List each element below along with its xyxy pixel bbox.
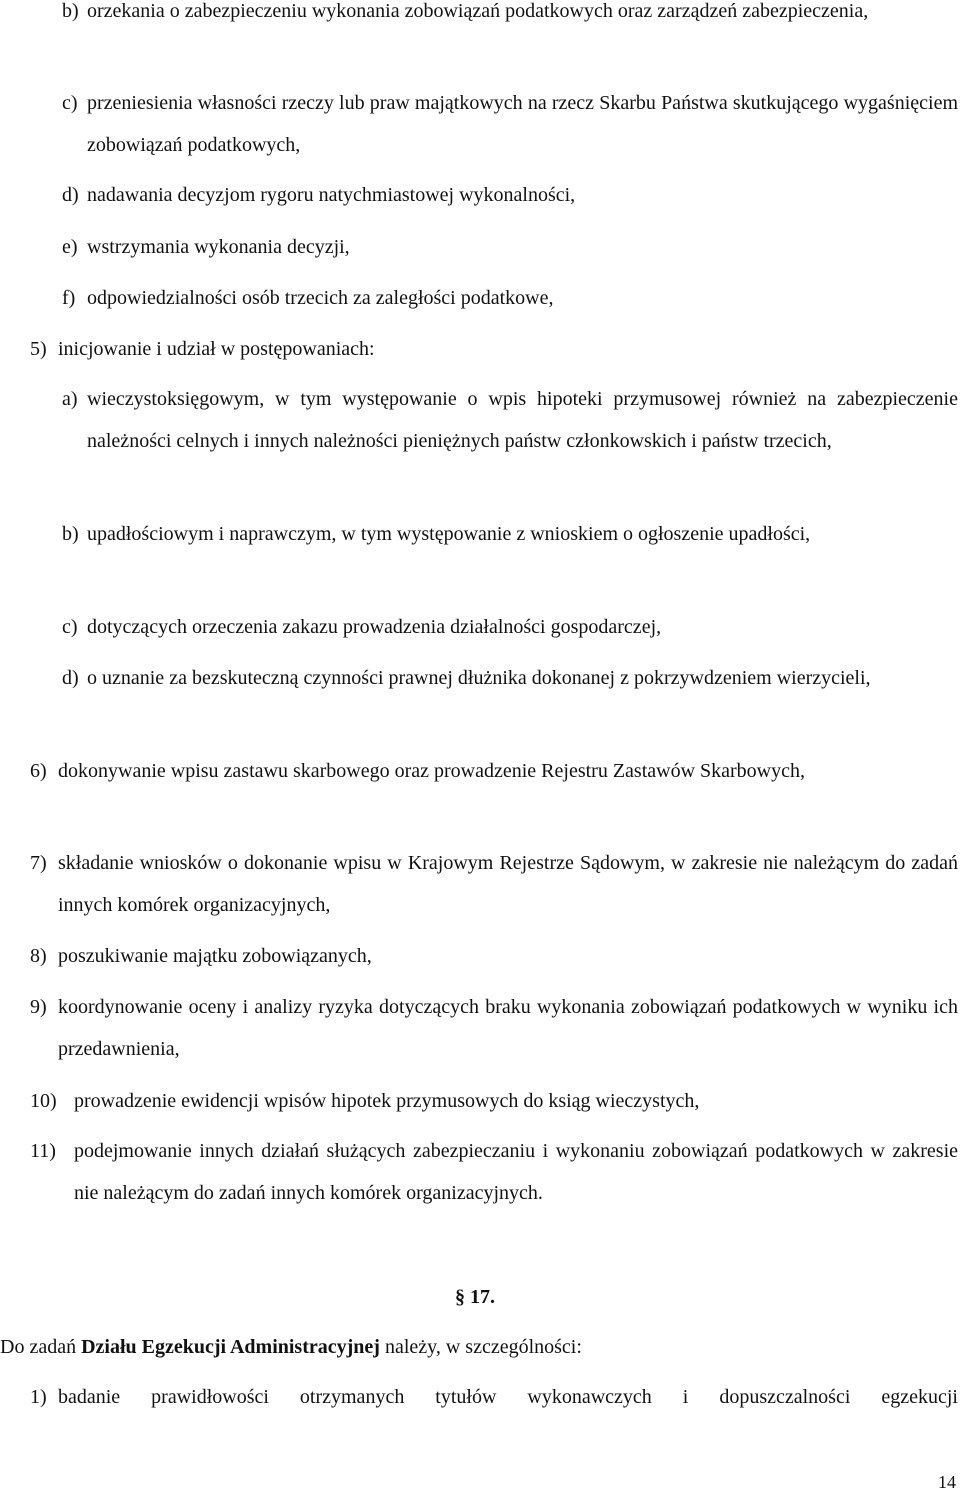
section-symbol: § [455,1286,465,1308]
list-item-9-koordynowanie [30,986,958,1070]
item-text: odpowiedzialności osób trzecich za zaległości podatkowe, [87,287,554,309]
item-text: dotyczących orzeczenia zakazu prowadzenia działalności gospodarczej, [87,616,662,638]
item-text: badanie prawidłowości otrzymanych tytułów wykonawczych i dopuszczalności egzekucji [58,1386,958,1408]
item-text: składanie wniosków o dokonanie wpisu w Krajowym Rejestrze Sądowym, w zakresie nie należącym do zadań innych komórek organizacyjnych, [58,852,958,916]
item-text: podejmowanie innych działań służących zabezpieczaniu i wykonaniu zobowiązań podatkowych w zakresie nie należącym do zadań innych komórek organizacyjnych. [74,1140,958,1204]
item-label: 11) [30,1140,56,1162]
item-label: 10) [30,1090,57,1112]
item-text: koordynowanie oceny i analizy ryzyka dotyczących braku wykonania zobowiązań podatkowych w wyniku ich przedawnienia, [58,996,958,1060]
list-item-5-inicjowanie [30,328,958,370]
section-number: 17. [470,1286,495,1308]
item-label: 5) [30,338,47,360]
item-label: 6) [30,760,47,782]
list-item-11-podejmowanie [30,1130,958,1214]
item-label: 1) [30,1386,47,1408]
item-text: orzekania o zabezpieczeniu wykonania zobowiązań podatkowych oraz zarządzeń zabezpieczenia, [87,0,869,22]
item-label: 8) [30,945,47,967]
list-item-c-dotyczacych [62,606,958,648]
item-label: f) [62,287,76,309]
item-label: 9) [30,996,47,1018]
item-text: upadłościowym i naprawczym, w tym występowanie z wnioskiem o ogłoszenie upadłości, [87,523,811,545]
list-item-b-orzekania [62,0,958,32]
list-item-b-upadlosciowym [62,513,958,555]
list-item-d-o-uznanie [62,657,958,699]
list-item-8-poszukiwanie [30,935,958,977]
item-label: b) [62,0,79,22]
list-item-7-skladanie [30,842,958,926]
list-item-d-nadawania [62,174,958,216]
list-item-6-dokonywanie [30,750,958,792]
item-text: przeniesienia własności rzeczy lub praw majątkowych na rzecz Skarbu Państwa skutkującego wygaśnięciem zobowiązań podatkowych, [87,92,958,156]
section-intro [0,1331,582,1363]
intro-before: Do zadań [0,1336,82,1358]
intro-after: należy, w szczególności: [379,1336,582,1358]
list-item-e-wstrzymania [62,226,958,268]
list-item-a-wieczystoksiegowym [62,378,958,462]
item-text: wstrzymania wykonania decyzji, [87,236,350,258]
section-heading [455,1281,495,1313]
list-item-f-odpowiedzialnosci [62,277,958,319]
item-text: poszukiwanie majątku zobowiązanych, [58,945,372,967]
list-item-c-przeniesienia [62,82,958,166]
item-label: a) [62,388,78,410]
item-text: inicjowanie i udział w postępowaniach: [58,338,375,360]
department-name: Działu Egzekucji Administracyjnej [81,1336,380,1358]
item-text: prowadzenie ewidencji wpisów hipotek przymusowych do ksiąg wieczystych, [74,1090,700,1112]
item-label: e) [62,236,78,258]
list-item-10-prowadzenie [30,1080,958,1122]
item-label: d) [62,184,79,206]
item-label: 7) [30,852,47,874]
item-text: nadawania decyzjom rygoru natychmiastowej wykonalności, [87,184,576,206]
list-item-1-badanie [30,1376,958,1418]
item-text: o uznanie za bezskuteczną czynności prawnej dłużnika dokonanej z pokrzywdzeniem wierzycieli, [87,667,871,689]
item-label: d) [62,667,79,689]
item-label: c) [62,616,78,638]
item-label: b) [62,523,79,545]
page-number: 14 [938,1472,956,1492]
item-text: wieczystoksięgowym, w tym występowanie o wpis hipoteki przymusowej również na zabezpieczenie należności celnych i innych należności pieniężnych państw członkowskich i państw trzecich, [87,388,958,452]
item-text: dokonywanie wpisu zastawu skarbowego oraz prowadzenie Rejestru Zastawów Skarbowych, [58,760,806,782]
item-label: c) [62,92,78,114]
